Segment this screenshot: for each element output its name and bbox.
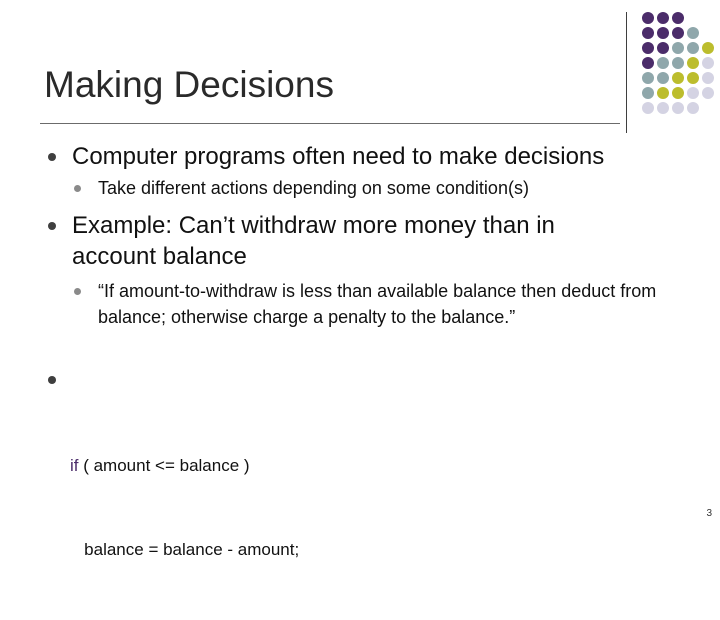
decor-dot <box>657 57 669 69</box>
page-number: 3 <box>706 508 712 519</box>
decor-dot <box>687 87 699 99</box>
bullet-dot <box>48 222 56 230</box>
decor-dot <box>702 72 714 84</box>
decor-dot <box>687 102 699 114</box>
code-text: ( amount <= balance ) <box>78 456 250 475</box>
decor-dot <box>642 27 654 39</box>
code-block <box>70 396 299 620</box>
decor-dot <box>672 27 684 39</box>
decor-dot <box>642 12 654 24</box>
decor-dot <box>657 72 669 84</box>
sub-bullet-text: “If amount-to-withdraw is less than available balance then deduct from balance; otherwise charge a penalty to the balance.” <box>98 281 657 327</box>
decor-dot <box>672 72 684 84</box>
bullet-text <box>72 210 632 272</box>
decor-dot <box>657 12 669 24</box>
decor-dot <box>672 12 684 24</box>
sub-bullet-dot <box>74 288 81 295</box>
code-keyword: if <box>70 456 79 475</box>
decor-dot <box>642 57 654 69</box>
bullet-dot <box>48 376 56 384</box>
code-line <box>70 452 299 480</box>
decor-dot <box>642 42 654 54</box>
decor-dot <box>657 87 669 99</box>
decor-dot <box>642 87 654 99</box>
decor-dot <box>687 57 699 69</box>
decor-dot <box>687 72 699 84</box>
decor-dot <box>687 27 699 39</box>
decor-dot <box>672 87 684 99</box>
decor-dot <box>657 27 669 39</box>
bullet-dot <box>48 153 56 161</box>
decor-dot <box>642 102 654 114</box>
decor-dot <box>687 42 699 54</box>
sub-bullet-dot <box>74 185 81 192</box>
title-vertical-divider <box>626 12 627 133</box>
decor-dot <box>642 72 654 84</box>
title-underline <box>40 123 620 124</box>
decor-dot <box>702 57 714 69</box>
slide-title: Making Decisions <box>44 64 334 105</box>
decor-dot <box>702 42 714 54</box>
bullet-text: Computer programs often need to make decisions <box>72 143 605 170</box>
decor-dot <box>657 42 669 54</box>
decor-dot <box>672 102 684 114</box>
decor-dot <box>657 102 669 114</box>
bullet-text-line: account balance <box>72 243 247 270</box>
code-line: balance = balance - amount; <box>70 540 300 559</box>
bullet-text-line: Example: Can’t withdraw more money than in <box>72 212 555 239</box>
decor-dot <box>672 42 684 54</box>
decor-dot <box>672 57 684 69</box>
decor-dot <box>702 87 714 99</box>
sub-bullet-text: Take different actions depending on some condition(s) <box>98 178 529 198</box>
